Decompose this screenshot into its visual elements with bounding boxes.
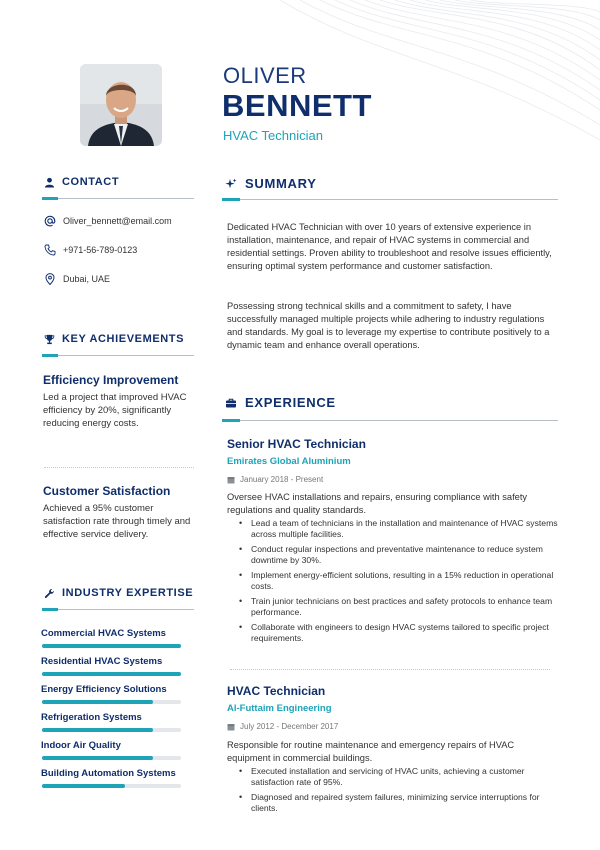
skill-bar — [42, 672, 181, 676]
at-icon — [44, 215, 56, 227]
experience-heading: EXPERIENCE — [225, 395, 336, 410]
skill-label: Refrigeration Systems — [41, 712, 142, 723]
skill-label: Building Automation Systems — [41, 768, 176, 779]
skill-bar-fill — [42, 784, 125, 788]
contact-heading: CONTACT — [44, 176, 119, 188]
trophy-icon — [44, 334, 55, 345]
skill-label: Commercial HVAC Systems — [41, 628, 166, 639]
list-item: • Executed installation and servicing of HVAC units, achieving a customer satisfaction rate of 95%. — [238, 766, 558, 788]
skill-bar-fill — [42, 728, 153, 732]
job-dates: July 2012 - December 2017 — [227, 722, 338, 731]
skill-bar — [42, 700, 181, 704]
job-intro: Responsible for routine maintenance and emergency repairs of HVAC equipment in commercial buildings. — [227, 740, 515, 763]
skill-bar-fill — [42, 644, 181, 648]
job-company: Emirates Global Aluminium — [227, 456, 351, 467]
expertise-heading: INDUSTRY EXPERTISE — [44, 587, 193, 599]
briefcase-icon — [225, 397, 237, 409]
location-pin-icon — [44, 273, 56, 285]
list-item: • Collaborate with engineers to design HVAC systems tailored to specific project requirements. — [238, 622, 558, 644]
contact-phone[interactable]: +971-56-789-0123 — [44, 244, 137, 256]
contact-email[interactable]: Oliver_bennett@email.com — [44, 215, 172, 227]
achievement-title: Customer Satisfaction — [43, 484, 171, 498]
job-dates: January 2018 - Present — [227, 475, 323, 484]
contact-location: Dubai, UAE — [44, 273, 110, 285]
calendar-icon — [227, 723, 235, 731]
job-bullets — [238, 518, 558, 648]
expertise-divider — [42, 609, 194, 610]
skill-bar-fill — [42, 672, 181, 676]
achievement-title: Efficiency Improvement — [43, 373, 179, 387]
skill-bar-fill — [42, 756, 153, 760]
summary-paragraph: Possessing strong technical skills and a commitment to safety, I have successfully managed multiple projects while adhering to industry regulations and standards. My goal is to leverage my expertise to contribute positively to a dynamic team and enhance overall operations. — [227, 301, 550, 350]
wrench-icon — [44, 588, 55, 599]
achievement-description: Achieved a 95% customer satisfaction rate through timely and effective service delivery. — [43, 503, 191, 540]
achievement-separator — [44, 467, 194, 468]
job-role: HVAC Technician — [227, 684, 326, 698]
phone-icon — [44, 244, 56, 256]
skill-bar — [42, 756, 181, 760]
job-bullets — [238, 766, 558, 818]
sparkle-icon — [225, 178, 237, 190]
job-company: Al-Futtaim Engineering — [227, 703, 332, 714]
job-role: Senior HVAC Technician — [227, 437, 366, 451]
summary-heading: SUMMARY — [225, 176, 317, 191]
skill-bar-fill — [42, 700, 153, 704]
experience-divider — [222, 420, 558, 421]
list-item: • Diagnosed and repaired system failures, minimizing service interruptions for clients. — [238, 792, 558, 814]
achievements-divider — [42, 355, 194, 356]
contact-divider — [42, 198, 194, 199]
profile-photo — [80, 64, 162, 146]
achievement-description: Led a project that improved HVAC efficiency by 20%, significantly reducing energy costs. — [43, 392, 187, 429]
job-intro: Oversee HVAC installations and repairs, ensuring compliance with safety regulations and quality standards. — [227, 492, 528, 515]
list-item: • Train junior technicians on best practices and safety protocols to enhance team performance. — [238, 596, 558, 618]
job-separator — [230, 669, 550, 670]
skill-bar — [42, 784, 181, 788]
job-title: HVAC Technician — [223, 128, 323, 143]
list-item: • Lead a team of technicians in the installation and maintenance of HVAC systems across multiple facilities. — [238, 518, 558, 540]
summary-paragraph: Dedicated HVAC Technician with over 10 years of extensive experience in installation, maintenance, and repair of HVAC systems in commercial and residential settings. Proven ability to troubleshoot and resolve issues efficiently, ensuring optimal system performance and customer satisfaction. — [227, 222, 552, 271]
summary-divider — [222, 199, 558, 200]
skill-bar — [42, 644, 181, 648]
skill-bar — [42, 728, 181, 732]
first-name: OLIVER — [223, 63, 307, 88]
person-icon — [44, 177, 55, 188]
skill-label: Residential HVAC Systems — [41, 656, 163, 667]
last-name: BENNETT — [222, 88, 372, 123]
list-item: • Implement energy-efficient solutions, resulting in a 15% reduction in operational costs. — [238, 570, 558, 592]
skill-label: Indoor Air Quality — [41, 740, 121, 751]
achievements-heading: KEY ACHIEVEMENTS — [44, 333, 184, 345]
list-item: • Conduct regular inspections and preventative maintenance to reduce system downtime by 30%. — [238, 544, 558, 566]
calendar-icon — [227, 476, 235, 484]
skill-label: Energy Efficiency Solutions — [41, 684, 167, 695]
